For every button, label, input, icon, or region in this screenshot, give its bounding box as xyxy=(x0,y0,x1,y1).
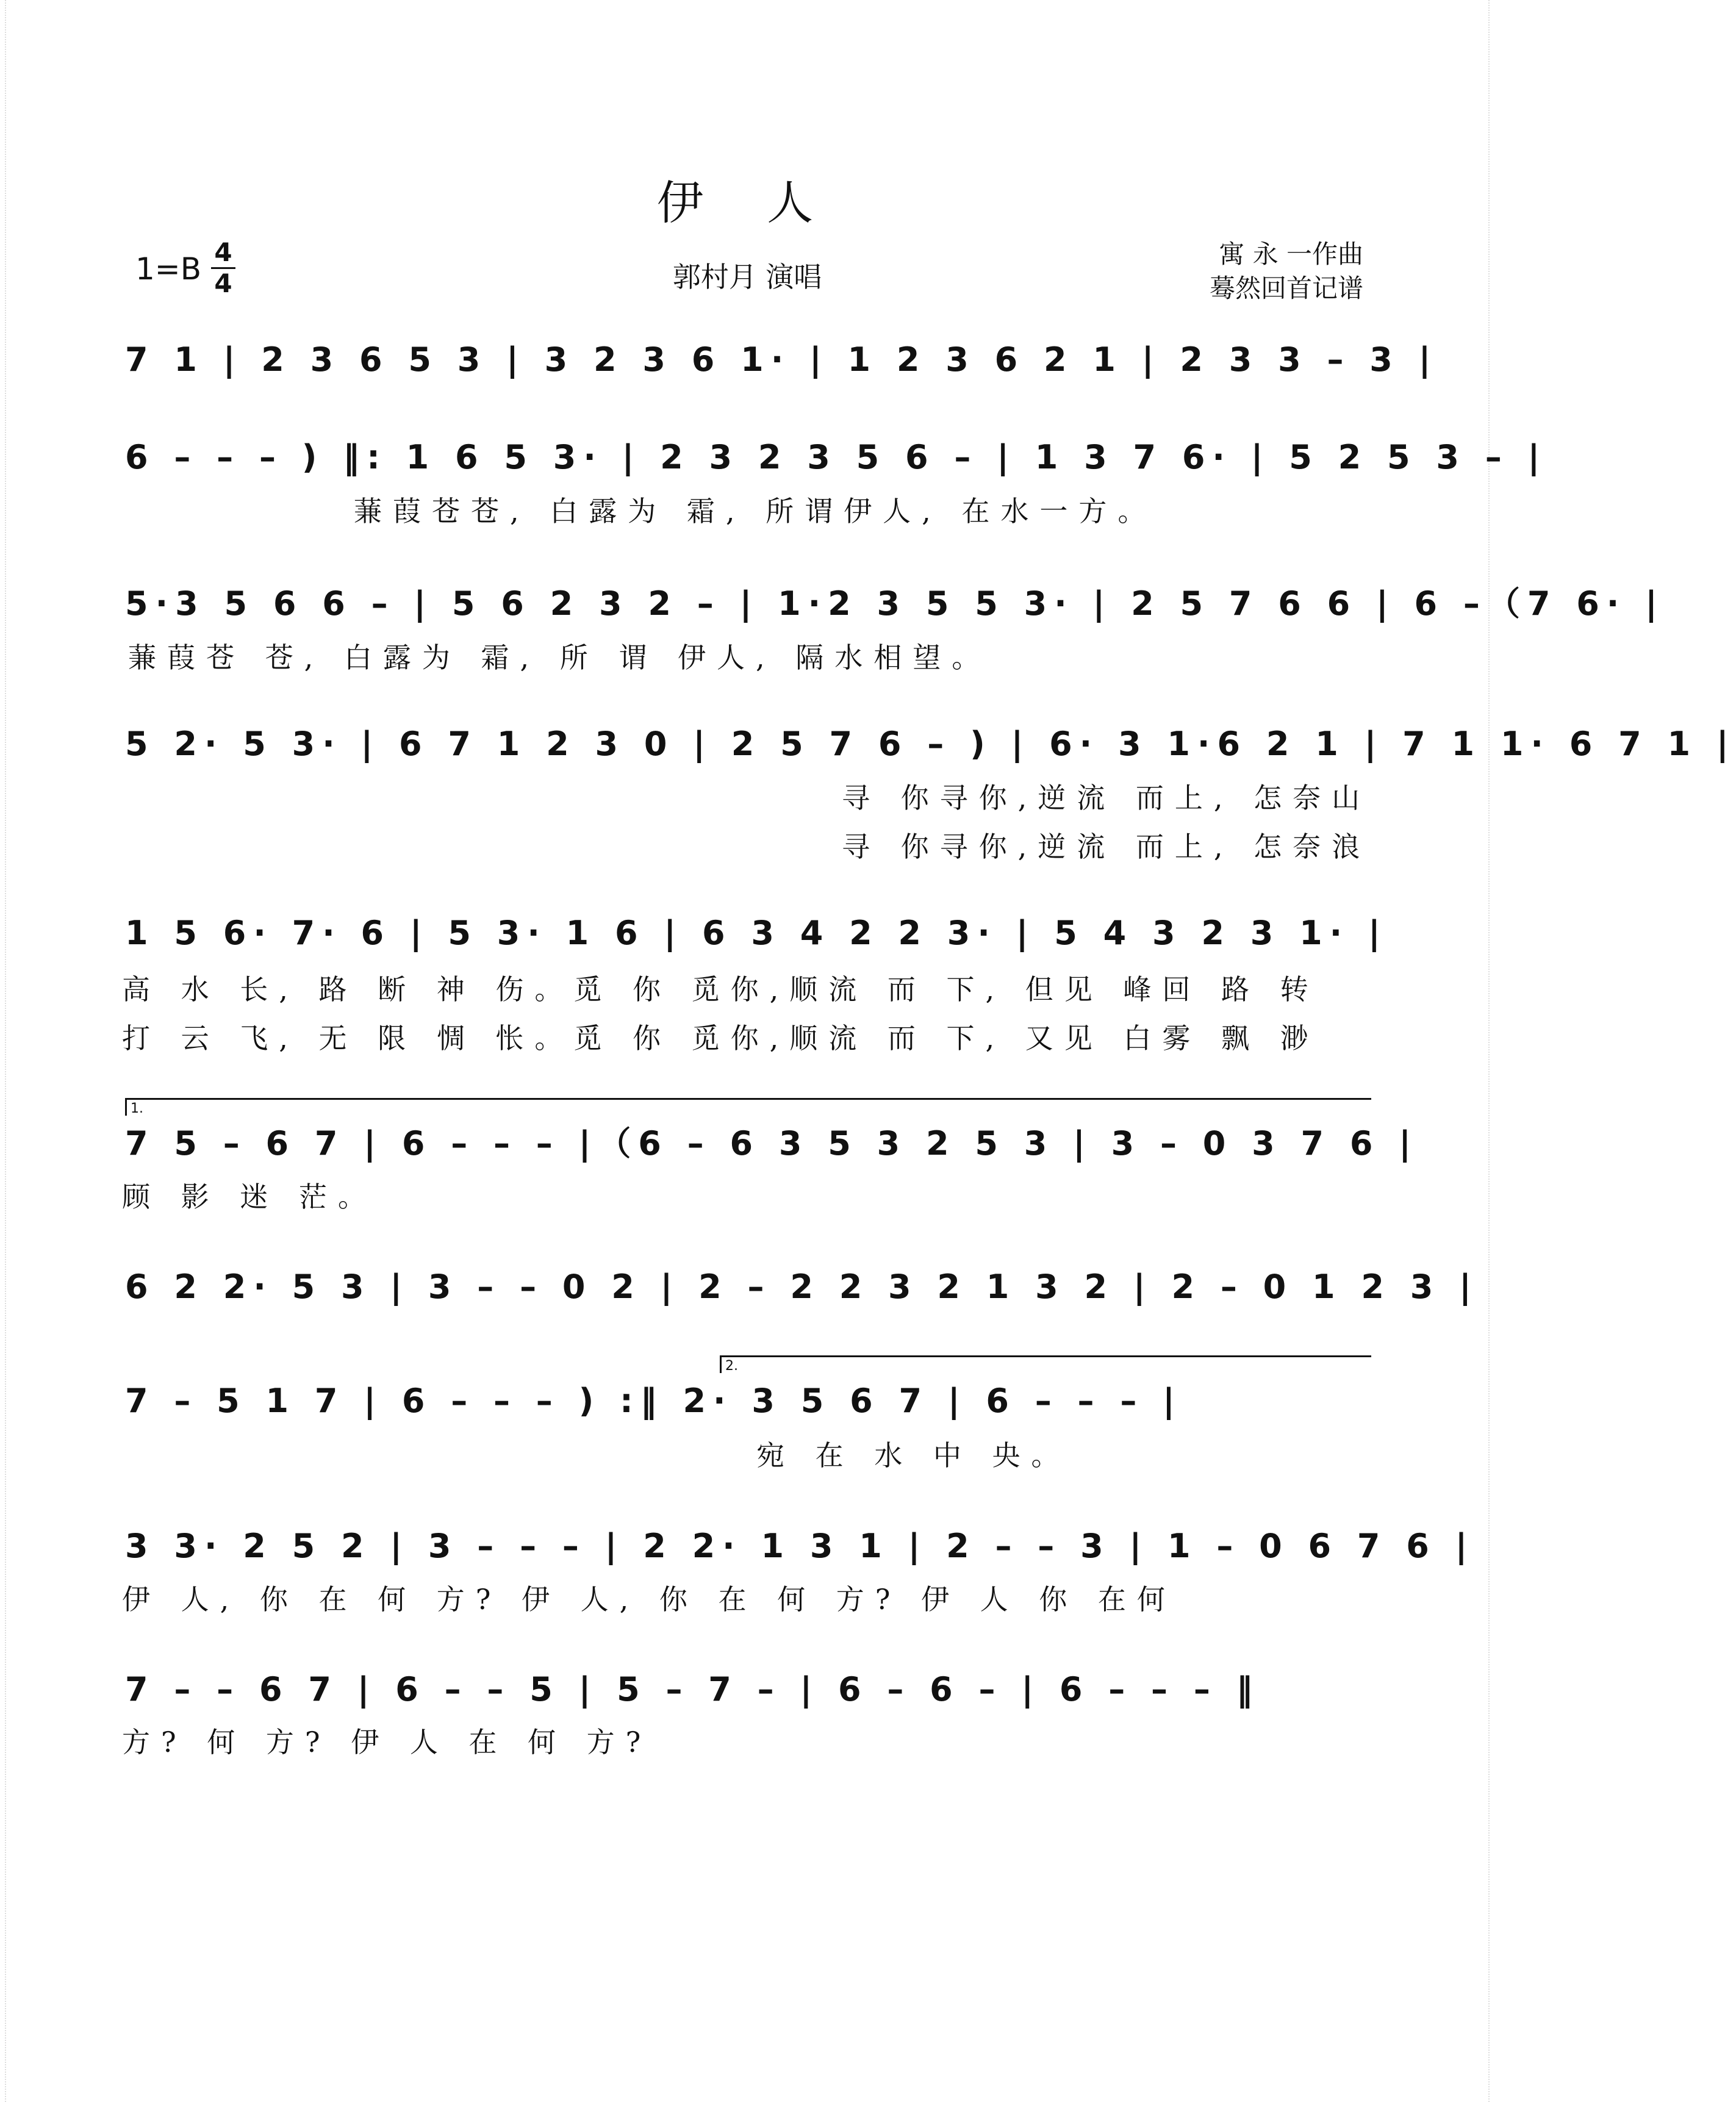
notation-line-1: 7 1 | 2 3 6 5 3 | 3 2 3 6 1· | 1 2 3 6 2 1 | 2 3 3 – 3 | xyxy=(125,340,1438,379)
notation-line-10: 7 – – 6 7 | 6 – – 5 | 5 – 7 – | 6 – 6 – | 6 – – – ‖ xyxy=(125,1670,1260,1709)
notation-line-2: 6 – – – ) ‖: 1 6 5 3· | 2 3 2 3 5 6 – | 1 3 7 6· | 5 2 5 3 – | xyxy=(125,438,1548,476)
time-top: 4 xyxy=(214,237,232,267)
lyric-line-6: 顾 影 迷 茫。 xyxy=(122,1180,377,1213)
composer-credit: 寓 永 一作曲 xyxy=(1219,239,1363,269)
transcriber-credit: 蓦然回首记谱 xyxy=(1209,273,1363,303)
left-margin-mark xyxy=(0,0,6,2102)
lyric-line-5b: 打 云 飞, 无 限 惆 怅。觅 你 觅你,顺流 而 下, 又见 白雾 飘 渺 xyxy=(122,1022,1319,1055)
first-ending-label: 1. xyxy=(131,1101,143,1116)
notation-line-7: 6 2 2· 5 3 | 3 – – 0 2 | 2 – 2 2 3 2 1 3 2 | 2 – 0 1 2 3 | xyxy=(125,1268,1479,1306)
lyric-line-3: 蒹葭苍 苍, 白露为 霜, 所 谓 伊人, 隔水相望。 xyxy=(128,641,991,674)
first-ending-bracket xyxy=(125,1098,1371,1116)
second-ending-bracket xyxy=(720,1355,1371,1373)
notation-line-5: 1 5 6· 7· 6 | 5 3· 1 6 | 6 3 4 2 2 3· | 5 4 3 2 3 1· | xyxy=(125,914,1388,952)
song-title: 伊 人 xyxy=(656,176,838,230)
notation-line-6: 7 5 – 6 7 | 6 – – – |（6 – 6 3 5 3 2 5 3 | 3 – 0 3 7 6 | xyxy=(125,1124,1419,1163)
notation-line-4: 5 2· 5 3· | 6 7 1 2 3 0 | 2 5 7 6 – ) | 6· 3 1·6 2 1 | 7 1 1· 6 7 1 | xyxy=(125,725,1736,763)
key-signature: 1=B xyxy=(135,251,202,287)
lyric-line-5a: 高 水 长, 路 断 神 伤。觅 你 觅你,顺流 而 下, 但见 峰回 路 转 xyxy=(122,973,1319,1006)
lyric-line-4a: 寻 你寻你,逆流 而上, 怎奈山 xyxy=(842,781,1371,814)
notation-line-8: 7 – 5 1 7 | 6 – – – ) :‖ 2· 3 5 6 7 | 6 – – – | xyxy=(125,1382,1182,1420)
time-bottom: 4 xyxy=(214,268,232,298)
right-margin-mark xyxy=(1488,0,1494,2102)
singer-credit: 郭村月 演唱 xyxy=(672,260,822,293)
notation-line-9: 3 3· 2 5 2 | 3 – – – | 2 2· 1 3 1 | 2 – – 3 | 1 – 0 6 7 6 | xyxy=(125,1527,1475,1565)
lyric-line-9: 伊 人, 你 在 何 方? 伊 人, 你 在 何 方? 伊 人 你 在何 xyxy=(122,1583,1176,1616)
notation-line-3: 5·3 5 6 6 – | 5 6 2 3 2 – | 1·2 3 5 5 3· | 2 5 7 6 6 | 6 –（7 6· | xyxy=(125,584,1665,623)
lyric-line-10: 方? 何 方? 伊 人 在 何 方? xyxy=(122,1726,652,1759)
lyric-line-2: 蒹葭苍苍, 白露为 霜, 所谓伊人, 在水一方。 xyxy=(354,495,1157,528)
second-ending-label: 2. xyxy=(725,1358,738,1374)
lyric-line-8: 宛 在 水 中 央。 xyxy=(756,1439,1071,1472)
lyric-line-4b: 寻 你寻你,逆流 而上, 怎奈浪 xyxy=(842,830,1371,863)
